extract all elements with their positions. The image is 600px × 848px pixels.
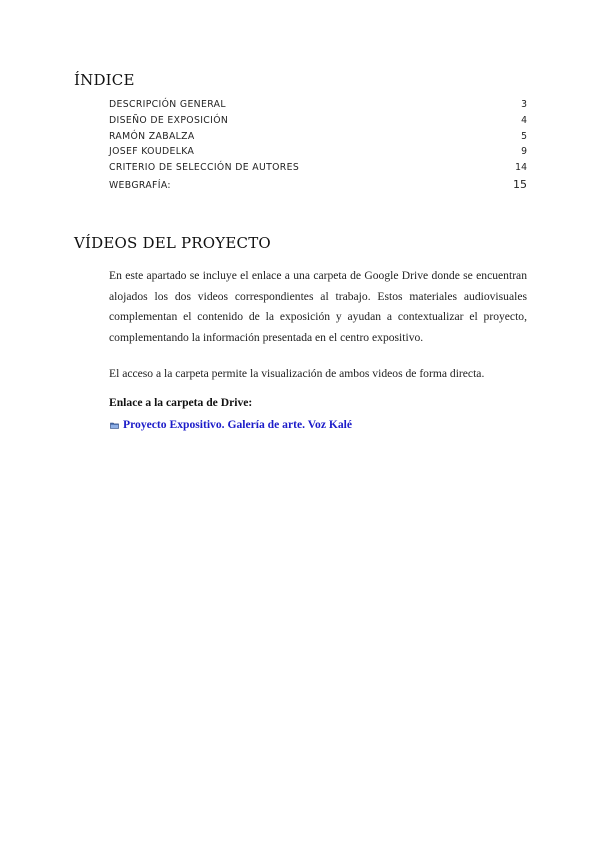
drive-folder-link[interactable] bbox=[110, 418, 352, 431]
toc-entry-page: 15 bbox=[513, 177, 527, 191]
toc-entry-page: 4 bbox=[521, 114, 527, 126]
toc-entry-ramon-zabalza[interactable] bbox=[109, 131, 527, 147]
toc-entry-page: 3 bbox=[521, 99, 527, 110]
videos-access-paragraph: El acceso a la carpeta permite la visualización de ambos videos de forma directa. bbox=[109, 367, 485, 380]
toc-entry-label: WEBGRAFÍA: bbox=[109, 179, 171, 191]
toc-entry-diseno-de-exposicion[interactable] bbox=[109, 115, 527, 131]
toc-entry-label: JOSEF KOUDELKA bbox=[109, 146, 195, 158]
toc-entry-label: CRITERIO DE SELECCIÓN DE AUTORES bbox=[109, 162, 300, 174]
toc-entry-label: RAMÓN ZABALZA bbox=[109, 130, 195, 142]
toc-entry-page: 5 bbox=[521, 130, 527, 142]
drive-link-label: Enlace a la carpeta de Drive: bbox=[109, 396, 253, 409]
folder-icon bbox=[110, 422, 119, 429]
videos-intro-paragraph: En este apartado se incluye el enlace a una carpeta de Google Drive donde se encuentran alojados los dos videos correspondientes al trabajo. Estos materiales audiovisuales complementan el contenido de la exposición y ayudan a contextualizar el proyecto, complementando la información presentada en el centro expositivo. bbox=[109, 269, 527, 344]
toc-entry-webgrafia[interactable] bbox=[109, 178, 527, 194]
toc-entry-josef-koudelka[interactable] bbox=[109, 146, 527, 162]
table-of-contents bbox=[109, 99, 527, 194]
toc-entry-label: DESCRIPCIÓN GENERAL bbox=[109, 99, 226, 110]
toc-entry-descripcion-general[interactable] bbox=[109, 99, 527, 115]
toc-entry-criterio-de-seleccion[interactable] bbox=[109, 162, 527, 178]
videos-heading: VÍDEOS DEL PROYECTO bbox=[74, 234, 271, 252]
toc-entry-page: 9 bbox=[521, 146, 527, 158]
toc-entry-label: DISEÑO DE EXPOSICIÓN bbox=[109, 114, 229, 126]
drive-folder-link-text: Proyecto Expositivo. Galería de arte. Voz Kalé bbox=[123, 418, 353, 431]
toc-entry-page: 14 bbox=[515, 162, 527, 174]
toc-heading: ÍNDICE bbox=[74, 71, 135, 89]
